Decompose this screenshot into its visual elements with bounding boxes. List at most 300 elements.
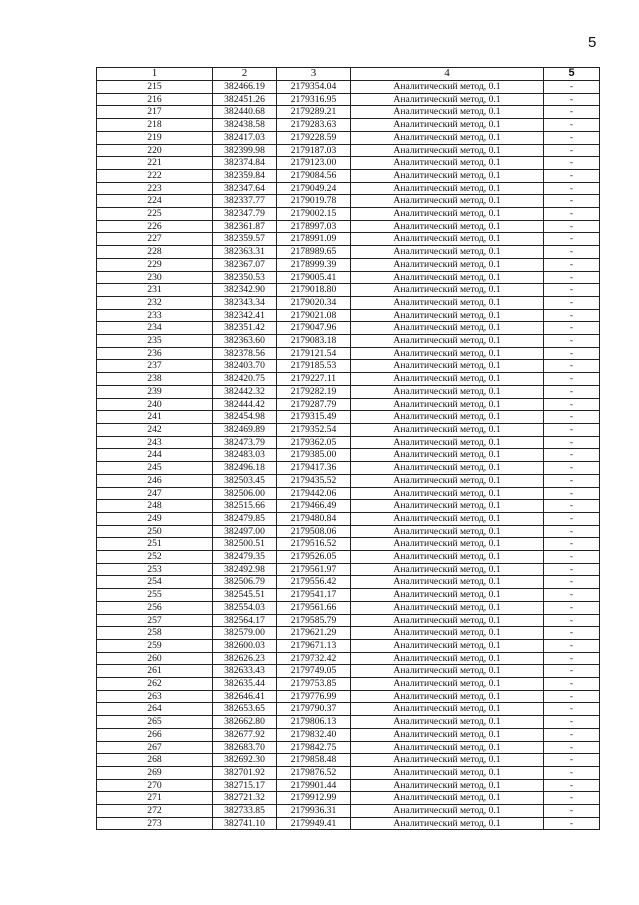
y-coordinate-cell: 2179621.29 xyxy=(277,627,351,640)
column-header-5: 5 xyxy=(544,68,600,81)
y-coordinate-cell: 2179083.18 xyxy=(277,335,351,348)
method-cell: Аналитический метод, 0.1 xyxy=(351,690,544,703)
x-coordinate-cell: 382454.98 xyxy=(213,411,277,424)
note-cell: - xyxy=(544,195,600,208)
note-cell: - xyxy=(544,525,600,538)
method-cell: Аналитический метод, 0.1 xyxy=(351,589,544,602)
point-number-cell: 215 xyxy=(97,81,213,94)
table-row xyxy=(97,258,600,271)
y-coordinate-cell: 2179283.63 xyxy=(277,119,351,132)
note-cell: - xyxy=(544,512,600,525)
point-number-cell: 258 xyxy=(97,627,213,640)
table-row xyxy=(97,817,600,830)
note-cell: - xyxy=(544,741,600,754)
method-cell: Аналитический метод, 0.1 xyxy=(351,258,544,271)
y-coordinate-cell: 2179832.40 xyxy=(277,728,351,741)
x-coordinate-cell: 382378.56 xyxy=(213,347,277,360)
point-number-cell: 220 xyxy=(97,144,213,157)
table-row xyxy=(97,208,600,221)
y-coordinate-cell: 2179289.21 xyxy=(277,106,351,119)
x-coordinate-cell: 382347.79 xyxy=(213,208,277,221)
y-coordinate-cell: 2179936.31 xyxy=(277,805,351,818)
x-coordinate-cell: 382545.51 xyxy=(213,589,277,602)
method-cell: Аналитический метод, 0.1 xyxy=(351,93,544,106)
note-cell: - xyxy=(544,817,600,830)
note-cell: - xyxy=(544,690,600,703)
table-row xyxy=(97,792,600,805)
note-cell: - xyxy=(544,462,600,475)
note-cell: - xyxy=(544,792,600,805)
note-cell: - xyxy=(544,589,600,602)
table-row xyxy=(97,805,600,818)
table-row xyxy=(97,411,600,424)
method-cell: Аналитический метод, 0.1 xyxy=(351,81,544,94)
x-coordinate-cell: 382347.64 xyxy=(213,182,277,195)
note-cell: - xyxy=(544,385,600,398)
note-cell: - xyxy=(544,436,600,449)
table-row xyxy=(97,385,600,398)
method-cell: Аналитический метод, 0.1 xyxy=(351,500,544,513)
table-row xyxy=(97,398,600,411)
note-cell: - xyxy=(544,716,600,729)
y-coordinate-cell: 2179417.36 xyxy=(277,462,351,475)
note-cell: - xyxy=(544,347,600,360)
y-coordinate-cell: 2179949.41 xyxy=(277,817,351,830)
table-row xyxy=(97,449,600,462)
method-cell: Аналитический метод, 0.1 xyxy=(351,144,544,157)
point-number-cell: 238 xyxy=(97,373,213,386)
table-row xyxy=(97,601,600,614)
x-coordinate-cell: 382515.66 xyxy=(213,500,277,513)
note-cell: - xyxy=(544,296,600,309)
point-number-cell: 227 xyxy=(97,233,213,246)
table-row xyxy=(97,538,600,551)
method-cell: Аналитический метод, 0.1 xyxy=(351,347,544,360)
y-coordinate-cell: 2179315.49 xyxy=(277,411,351,424)
point-number-cell: 239 xyxy=(97,385,213,398)
table-row xyxy=(97,373,600,386)
note-cell: - xyxy=(544,335,600,348)
x-coordinate-cell: 382554.03 xyxy=(213,601,277,614)
note-cell: - xyxy=(544,614,600,627)
x-coordinate-cell: 382646.41 xyxy=(213,690,277,703)
point-number-cell: 268 xyxy=(97,754,213,767)
y-coordinate-cell: 2179227.11 xyxy=(277,373,351,386)
note-cell: - xyxy=(544,487,600,500)
y-coordinate-cell: 2178997.03 xyxy=(277,220,351,233)
x-coordinate-cell: 382444.42 xyxy=(213,398,277,411)
method-cell: Аналитический метод, 0.1 xyxy=(351,525,544,538)
point-number-cell: 252 xyxy=(97,551,213,564)
point-number-cell: 234 xyxy=(97,322,213,335)
point-number-cell: 218 xyxy=(97,119,213,132)
x-coordinate-cell: 382359.57 xyxy=(213,233,277,246)
x-coordinate-cell: 382451.26 xyxy=(213,93,277,106)
note-cell: - xyxy=(544,500,600,513)
table-row xyxy=(97,716,600,729)
method-cell: Аналитический метод, 0.1 xyxy=(351,246,544,259)
table-row xyxy=(97,322,600,335)
table-row xyxy=(97,284,600,297)
x-coordinate-cell: 382496.18 xyxy=(213,462,277,475)
point-number-cell: 255 xyxy=(97,589,213,602)
table-row xyxy=(97,728,600,741)
note-cell: - xyxy=(544,665,600,678)
x-coordinate-cell: 382479.85 xyxy=(213,512,277,525)
page-number: 5 xyxy=(588,34,597,51)
y-coordinate-cell: 2179901.44 xyxy=(277,779,351,792)
x-coordinate-cell: 382359.84 xyxy=(213,169,277,182)
method-cell: Аналитический метод, 0.1 xyxy=(351,551,544,564)
x-coordinate-cell: 382733.85 xyxy=(213,805,277,818)
note-cell: - xyxy=(544,601,600,614)
y-coordinate-cell: 2179121.54 xyxy=(277,347,351,360)
x-coordinate-cell: 382351.42 xyxy=(213,322,277,335)
y-coordinate-cell: 2179671.13 xyxy=(277,639,351,652)
note-cell: - xyxy=(544,119,600,132)
table-row xyxy=(97,779,600,792)
y-coordinate-cell: 2179466.49 xyxy=(277,500,351,513)
y-coordinate-cell: 2178989.65 xyxy=(277,246,351,259)
point-number-cell: 264 xyxy=(97,703,213,716)
table-row xyxy=(97,360,600,373)
table-row xyxy=(97,296,600,309)
y-coordinate-cell: 2179842.75 xyxy=(277,741,351,754)
method-cell: Аналитический метод, 0.1 xyxy=(351,779,544,792)
table-row xyxy=(97,551,600,564)
point-number-cell: 254 xyxy=(97,576,213,589)
y-coordinate-cell: 2179585.79 xyxy=(277,614,351,627)
note-cell: - xyxy=(544,563,600,576)
point-number-cell: 223 xyxy=(97,182,213,195)
table-row xyxy=(97,652,600,665)
y-coordinate-cell: 2179282.19 xyxy=(277,385,351,398)
x-coordinate-cell: 382579.00 xyxy=(213,627,277,640)
method-cell: Аналитический метод, 0.1 xyxy=(351,601,544,614)
x-coordinate-cell: 382420.75 xyxy=(213,373,277,386)
method-cell: Аналитический метод, 0.1 xyxy=(351,398,544,411)
point-number-cell: 232 xyxy=(97,296,213,309)
y-coordinate-cell: 2179084.56 xyxy=(277,169,351,182)
x-coordinate-cell: 382342.90 xyxy=(213,284,277,297)
method-cell: Аналитический метод, 0.1 xyxy=(351,233,544,246)
method-cell: Аналитический метод, 0.1 xyxy=(351,373,544,386)
point-number-cell: 246 xyxy=(97,474,213,487)
table-row xyxy=(97,119,600,132)
x-coordinate-cell: 382350.53 xyxy=(213,271,277,284)
table-row xyxy=(97,335,600,348)
point-number-cell: 273 xyxy=(97,817,213,830)
method-cell: Аналитический метод, 0.1 xyxy=(351,487,544,500)
x-coordinate-cell: 382653.65 xyxy=(213,703,277,716)
x-coordinate-cell: 382374.84 xyxy=(213,157,277,170)
note-cell: - xyxy=(544,805,600,818)
x-coordinate-cell: 382692.30 xyxy=(213,754,277,767)
y-coordinate-cell: 2179018.80 xyxy=(277,284,351,297)
x-coordinate-cell: 382466.19 xyxy=(213,81,277,94)
method-cell: Аналитический метод, 0.1 xyxy=(351,741,544,754)
y-coordinate-cell: 2179561.66 xyxy=(277,601,351,614)
column-header-4: 4 xyxy=(351,68,544,81)
y-coordinate-cell: 2179858.48 xyxy=(277,754,351,767)
x-coordinate-cell: 382343.34 xyxy=(213,296,277,309)
method-cell: Аналитический метод, 0.1 xyxy=(351,652,544,665)
table-row xyxy=(97,703,600,716)
table-row xyxy=(97,589,600,602)
point-number-cell: 241 xyxy=(97,411,213,424)
point-number-cell: 266 xyxy=(97,728,213,741)
x-coordinate-cell: 382677.92 xyxy=(213,728,277,741)
y-coordinate-cell: 2179316.95 xyxy=(277,93,351,106)
x-coordinate-cell: 382497.00 xyxy=(213,525,277,538)
table-row xyxy=(97,487,600,500)
y-coordinate-cell: 2179480.84 xyxy=(277,512,351,525)
note-cell: - xyxy=(544,652,600,665)
x-coordinate-cell: 382363.60 xyxy=(213,335,277,348)
point-number-cell: 237 xyxy=(97,360,213,373)
note-cell: - xyxy=(544,538,600,551)
y-coordinate-cell: 2179352.54 xyxy=(277,423,351,436)
method-cell: Аналитический метод, 0.1 xyxy=(351,728,544,741)
method-cell: Аналитический метод, 0.1 xyxy=(351,106,544,119)
table-row xyxy=(97,436,600,449)
y-coordinate-cell: 2179561.97 xyxy=(277,563,351,576)
column-header-1: 1 xyxy=(97,68,213,81)
point-number-cell: 229 xyxy=(97,258,213,271)
method-cell: Аналитический метод, 0.1 xyxy=(351,360,544,373)
method-cell: Аналитический метод, 0.1 xyxy=(351,436,544,449)
point-number-cell: 219 xyxy=(97,131,213,144)
note-cell: - xyxy=(544,728,600,741)
method-cell: Аналитический метод, 0.1 xyxy=(351,195,544,208)
y-coordinate-cell: 2179187.03 xyxy=(277,144,351,157)
point-number-cell: 233 xyxy=(97,309,213,322)
column-header-2: 2 xyxy=(213,68,277,81)
x-coordinate-cell: 382506.00 xyxy=(213,487,277,500)
x-coordinate-cell: 382442.32 xyxy=(213,385,277,398)
method-cell: Аналитический метод, 0.1 xyxy=(351,335,544,348)
note-cell: - xyxy=(544,284,600,297)
y-coordinate-cell: 2179526.05 xyxy=(277,551,351,564)
y-coordinate-cell: 2179876.52 xyxy=(277,766,351,779)
x-coordinate-cell: 382440.68 xyxy=(213,106,277,119)
table-row xyxy=(97,766,600,779)
note-cell: - xyxy=(544,373,600,386)
point-number-cell: 261 xyxy=(97,665,213,678)
method-cell: Аналитический метод, 0.1 xyxy=(351,182,544,195)
table-row xyxy=(97,246,600,259)
y-coordinate-cell: 2179020.34 xyxy=(277,296,351,309)
method-cell: Аналитический метод, 0.1 xyxy=(351,805,544,818)
x-coordinate-cell: 382483.03 xyxy=(213,449,277,462)
y-coordinate-cell: 2179753.85 xyxy=(277,678,351,691)
method-cell: Аналитический метод, 0.1 xyxy=(351,462,544,475)
table-row xyxy=(97,309,600,322)
method-cell: Аналитический метод, 0.1 xyxy=(351,296,544,309)
x-coordinate-cell: 382438.58 xyxy=(213,119,277,132)
point-number-cell: 259 xyxy=(97,639,213,652)
point-number-cell: 260 xyxy=(97,652,213,665)
point-number-cell: 269 xyxy=(97,766,213,779)
method-cell: Аналитический метод, 0.1 xyxy=(351,423,544,436)
point-number-cell: 222 xyxy=(97,169,213,182)
x-coordinate-cell: 382473.79 xyxy=(213,436,277,449)
table-row xyxy=(97,462,600,475)
note-cell: - xyxy=(544,551,600,564)
method-cell: Аналитический метод, 0.1 xyxy=(351,665,544,678)
y-coordinate-cell: 2179021.08 xyxy=(277,309,351,322)
method-cell: Аналитический метод, 0.1 xyxy=(351,322,544,335)
point-number-cell: 243 xyxy=(97,436,213,449)
point-number-cell: 245 xyxy=(97,462,213,475)
point-number-cell: 262 xyxy=(97,678,213,691)
y-coordinate-cell: 2179541.17 xyxy=(277,589,351,602)
note-cell: - xyxy=(544,322,600,335)
table-row xyxy=(97,614,600,627)
point-number-cell: 267 xyxy=(97,741,213,754)
x-coordinate-cell: 382469.89 xyxy=(213,423,277,436)
table-row xyxy=(97,525,600,538)
note-cell: - xyxy=(544,93,600,106)
table-body xyxy=(97,81,600,830)
method-cell: Аналитический метод, 0.1 xyxy=(351,766,544,779)
y-coordinate-cell: 2179556.42 xyxy=(277,576,351,589)
note-cell: - xyxy=(544,779,600,792)
column-header-3: 3 xyxy=(277,68,351,81)
note-cell: - xyxy=(544,157,600,170)
table-row xyxy=(97,512,600,525)
note-cell: - xyxy=(544,169,600,182)
point-number-cell: 248 xyxy=(97,500,213,513)
method-cell: Аналитический метод, 0.1 xyxy=(351,817,544,830)
table-row xyxy=(97,195,600,208)
method-cell: Аналитический метод, 0.1 xyxy=(351,792,544,805)
note-cell: - xyxy=(544,754,600,767)
table-row xyxy=(97,741,600,754)
x-coordinate-cell: 382399.98 xyxy=(213,144,277,157)
point-number-cell: 271 xyxy=(97,792,213,805)
point-number-cell: 251 xyxy=(97,538,213,551)
method-cell: Аналитический метод, 0.1 xyxy=(351,703,544,716)
x-coordinate-cell: 382361.87 xyxy=(213,220,277,233)
point-number-cell: 230 xyxy=(97,271,213,284)
point-number-cell: 270 xyxy=(97,779,213,792)
note-cell: - xyxy=(544,271,600,284)
x-coordinate-cell: 382367.07 xyxy=(213,258,277,271)
note-cell: - xyxy=(544,182,600,195)
table-row xyxy=(97,220,600,233)
table-row xyxy=(97,169,600,182)
note-cell: - xyxy=(544,678,600,691)
method-cell: Аналитический метод, 0.1 xyxy=(351,627,544,640)
y-coordinate-cell: 2179435.52 xyxy=(277,474,351,487)
method-cell: Аналитический метод, 0.1 xyxy=(351,678,544,691)
x-coordinate-cell: 382683.70 xyxy=(213,741,277,754)
y-coordinate-cell: 2179776.99 xyxy=(277,690,351,703)
method-cell: Аналитический метод, 0.1 xyxy=(351,614,544,627)
point-number-cell: 224 xyxy=(97,195,213,208)
method-cell: Аналитический метод, 0.1 xyxy=(351,474,544,487)
point-number-cell: 257 xyxy=(97,614,213,627)
y-coordinate-cell: 2179047.96 xyxy=(277,322,351,335)
table-row xyxy=(97,678,600,691)
table-row xyxy=(97,754,600,767)
method-cell: Аналитический метод, 0.1 xyxy=(351,411,544,424)
point-number-cell: 231 xyxy=(97,284,213,297)
x-coordinate-cell: 382626.23 xyxy=(213,652,277,665)
point-number-cell: 217 xyxy=(97,106,213,119)
note-cell: - xyxy=(544,627,600,640)
point-number-cell: 235 xyxy=(97,335,213,348)
x-coordinate-cell: 382479.35 xyxy=(213,551,277,564)
table-row xyxy=(97,474,600,487)
y-coordinate-cell: 2179005.41 xyxy=(277,271,351,284)
x-coordinate-cell: 382701.92 xyxy=(213,766,277,779)
y-coordinate-cell: 2179228.59 xyxy=(277,131,351,144)
method-cell: Аналитический метод, 0.1 xyxy=(351,284,544,297)
table-row xyxy=(97,423,600,436)
note-cell: - xyxy=(544,474,600,487)
x-coordinate-cell: 382564.17 xyxy=(213,614,277,627)
point-number-cell: 240 xyxy=(97,398,213,411)
method-cell: Аналитический метод, 0.1 xyxy=(351,576,544,589)
point-number-cell: 242 xyxy=(97,423,213,436)
point-number-cell: 250 xyxy=(97,525,213,538)
y-coordinate-cell: 2179002.15 xyxy=(277,208,351,221)
x-coordinate-cell: 382662.80 xyxy=(213,716,277,729)
table-row xyxy=(97,500,600,513)
table-row xyxy=(97,347,600,360)
note-cell: - xyxy=(544,208,600,221)
y-coordinate-cell: 2179049.24 xyxy=(277,182,351,195)
method-cell: Аналитический метод, 0.1 xyxy=(351,309,544,322)
x-coordinate-cell: 382715.17 xyxy=(213,779,277,792)
x-coordinate-cell: 382363.31 xyxy=(213,246,277,259)
method-cell: Аналитический метод, 0.1 xyxy=(351,385,544,398)
point-number-cell: 247 xyxy=(97,487,213,500)
y-coordinate-cell: 2179516.52 xyxy=(277,538,351,551)
table-row xyxy=(97,576,600,589)
table-row xyxy=(97,81,600,94)
y-coordinate-cell: 2179790.37 xyxy=(277,703,351,716)
note-cell: - xyxy=(544,106,600,119)
y-coordinate-cell: 2179287.79 xyxy=(277,398,351,411)
x-coordinate-cell: 382506.79 xyxy=(213,576,277,589)
table-row xyxy=(97,271,600,284)
point-number-cell: 249 xyxy=(97,512,213,525)
table-row xyxy=(97,106,600,119)
y-coordinate-cell: 2179806.13 xyxy=(277,716,351,729)
point-number-cell: 256 xyxy=(97,601,213,614)
note-cell: - xyxy=(544,131,600,144)
method-cell: Аналитический метод, 0.1 xyxy=(351,512,544,525)
table-row xyxy=(97,690,600,703)
table-row xyxy=(97,639,600,652)
point-number-cell: 226 xyxy=(97,220,213,233)
y-coordinate-cell: 2179508.06 xyxy=(277,525,351,538)
x-coordinate-cell: 382403.70 xyxy=(213,360,277,373)
note-cell: - xyxy=(544,220,600,233)
x-coordinate-cell: 382741.10 xyxy=(213,817,277,830)
method-cell: Аналитический метод, 0.1 xyxy=(351,754,544,767)
x-coordinate-cell: 382633.43 xyxy=(213,665,277,678)
note-cell: - xyxy=(544,576,600,589)
table-row xyxy=(97,93,600,106)
note-cell: - xyxy=(544,360,600,373)
x-coordinate-cell: 382500.51 xyxy=(213,538,277,551)
x-coordinate-cell: 382492.98 xyxy=(213,563,277,576)
method-cell: Аналитический метод, 0.1 xyxy=(351,449,544,462)
